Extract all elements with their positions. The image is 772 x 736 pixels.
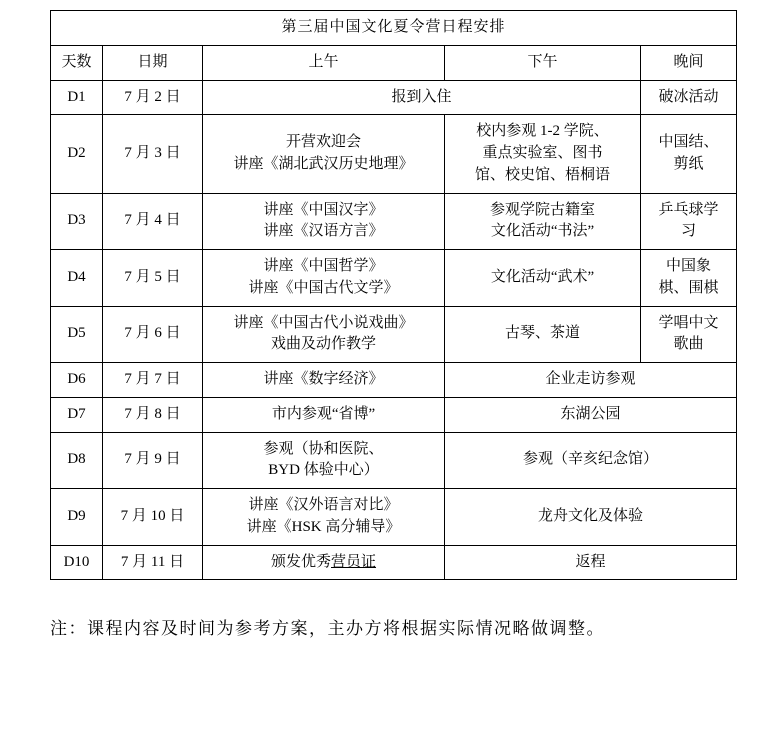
cell-morning bbox=[203, 115, 445, 193]
cell-line: 剪纸 bbox=[673, 155, 704, 172]
cell-day: D3 bbox=[51, 193, 103, 250]
cell-morning: 市内参观“省博” bbox=[203, 397, 445, 432]
cell-line: 讲座《汉语方言》 bbox=[263, 223, 384, 240]
cell-date: 7 月 3 日 bbox=[103, 115, 203, 193]
cell-morning: 讲座《数字经济》 bbox=[203, 363, 445, 398]
cell-line: 习 bbox=[681, 223, 697, 240]
cell-line: 文化活动“书法” bbox=[490, 223, 595, 240]
column-header-afternoon: 下午 bbox=[445, 45, 641, 80]
cell-evening bbox=[641, 306, 737, 363]
table-row bbox=[51, 115, 737, 193]
cell-afternoon bbox=[445, 115, 641, 193]
cell-date: 7 月 4 日 bbox=[103, 193, 203, 250]
cell-line: 中国结、 bbox=[658, 134, 719, 151]
column-header-evening: 晚间 bbox=[641, 45, 737, 80]
table-title-row bbox=[51, 11, 737, 46]
cell-day: D2 bbox=[51, 115, 103, 193]
table-row bbox=[51, 193, 737, 250]
cell-morning bbox=[203, 250, 445, 307]
cell-line: 参观（协和医院、 bbox=[263, 440, 384, 457]
table-row bbox=[51, 432, 737, 489]
table-row bbox=[51, 489, 737, 546]
cell-text: 颁发优秀 bbox=[270, 553, 331, 570]
cell-morning bbox=[203, 545, 445, 580]
cell-evening bbox=[641, 193, 737, 250]
table-row bbox=[51, 250, 737, 307]
cell-line: 讲座《中国古代小说戏曲》 bbox=[233, 314, 414, 331]
cell-line: 讲座《汉外语言对比》 bbox=[248, 497, 399, 513]
cell-line: 开营欢迎会 bbox=[285, 134, 361, 151]
schedule-table bbox=[50, 10, 737, 580]
cell-day: D7 bbox=[51, 397, 103, 432]
cell-line: 乒乓球学 bbox=[658, 201, 719, 218]
cell-date: 7 月 5 日 bbox=[103, 250, 203, 307]
cell-afternoon bbox=[445, 306, 641, 363]
cell-line: 馆、校史馆、梧桐语 bbox=[474, 166, 610, 183]
cell-pm-evening-merged: 龙舟文化及体验 bbox=[445, 489, 737, 546]
cell-line: 棋、围棋 bbox=[658, 279, 719, 296]
cell-line: 戏曲及动作教学 bbox=[270, 336, 376, 353]
cell-morning bbox=[203, 489, 445, 546]
cell-line: 学唱中文 bbox=[658, 314, 719, 331]
cell-day: D5 bbox=[51, 306, 103, 363]
cell-line: 讲座《中国哲学》 bbox=[263, 258, 384, 274]
cell-date: 7 月 10 日 bbox=[103, 489, 203, 546]
cell-evening bbox=[641, 250, 737, 307]
cell-day: D4 bbox=[51, 250, 103, 307]
cell-date: 7 月 9 日 bbox=[103, 432, 203, 489]
cell-line: 文化活动“武术” bbox=[490, 268, 595, 285]
cell-line: 讲座《湖北武汉历史地理》 bbox=[233, 155, 414, 172]
cell-pm-evening-merged: 参观（辛亥纪念馆） bbox=[445, 432, 737, 489]
cell-line: 歌曲 bbox=[673, 336, 704, 353]
cell-morning bbox=[203, 193, 445, 250]
cell-line: 讲座《HSK 高分辅导》 bbox=[246, 518, 401, 535]
column-header-date: 日期 bbox=[103, 45, 203, 80]
cell-line: 参观学院古籍室 bbox=[489, 201, 595, 218]
table-row bbox=[51, 545, 737, 580]
cell-pm-evening-merged: 返程 bbox=[445, 545, 737, 580]
footer-note: 注：课程内容及时间为参考方案，主办方将根据实际情况略做调整。 bbox=[50, 619, 605, 639]
cell-line: 古琴、茶道 bbox=[504, 325, 580, 342]
table-row bbox=[51, 306, 737, 363]
cell-am-pm-merged: 报到入住 bbox=[203, 80, 641, 115]
cell-day: D8 bbox=[51, 432, 103, 489]
cell-day: D6 bbox=[51, 363, 103, 398]
cell-morning bbox=[203, 306, 445, 363]
cell-line: 讲座《中国古代文学》 bbox=[248, 279, 399, 296]
cell-date: 7 月 8 日 bbox=[103, 397, 203, 432]
cell-day: D10 bbox=[51, 545, 103, 580]
cell-line: 讲座《中国汉字》 bbox=[263, 201, 384, 218]
cell-line: 校内参观 1-2 学院、 bbox=[476, 123, 609, 140]
page-title: 第三届中国文化夏令营日程安排 bbox=[51, 11, 737, 46]
table-row bbox=[51, 80, 737, 115]
cell-line: 重点实验室、图书 bbox=[482, 145, 603, 161]
cell-line: 中国象 bbox=[666, 258, 712, 274]
cell-date: 7 月 7 日 bbox=[103, 363, 203, 398]
cell-pm-evening-merged: 东湖公园 bbox=[445, 397, 737, 432]
cell-evening bbox=[641, 115, 737, 193]
cell-date: 7 月 11 日 bbox=[103, 545, 203, 580]
cell-morning bbox=[203, 432, 445, 489]
table-row bbox=[51, 363, 737, 398]
column-header-day: 天数 bbox=[51, 45, 103, 80]
cell-date: 7 月 6 日 bbox=[103, 306, 203, 363]
cell-day: D9 bbox=[51, 489, 103, 546]
cell-line: BYD 体验中心） bbox=[268, 462, 379, 479]
certificate-link[interactable]: 营员证 bbox=[331, 553, 377, 570]
cell-afternoon bbox=[445, 193, 641, 250]
cell-afternoon bbox=[445, 250, 641, 307]
cell-pm-evening-merged: 企业走访参观 bbox=[445, 363, 737, 398]
column-header-morning: 上午 bbox=[203, 45, 445, 80]
cell-day: D1 bbox=[51, 80, 103, 115]
table-header-row bbox=[51, 45, 737, 80]
cell-date: 7 月 2 日 bbox=[103, 80, 203, 115]
table-row bbox=[51, 397, 737, 432]
cell-evening: 破冰活动 bbox=[641, 80, 737, 115]
